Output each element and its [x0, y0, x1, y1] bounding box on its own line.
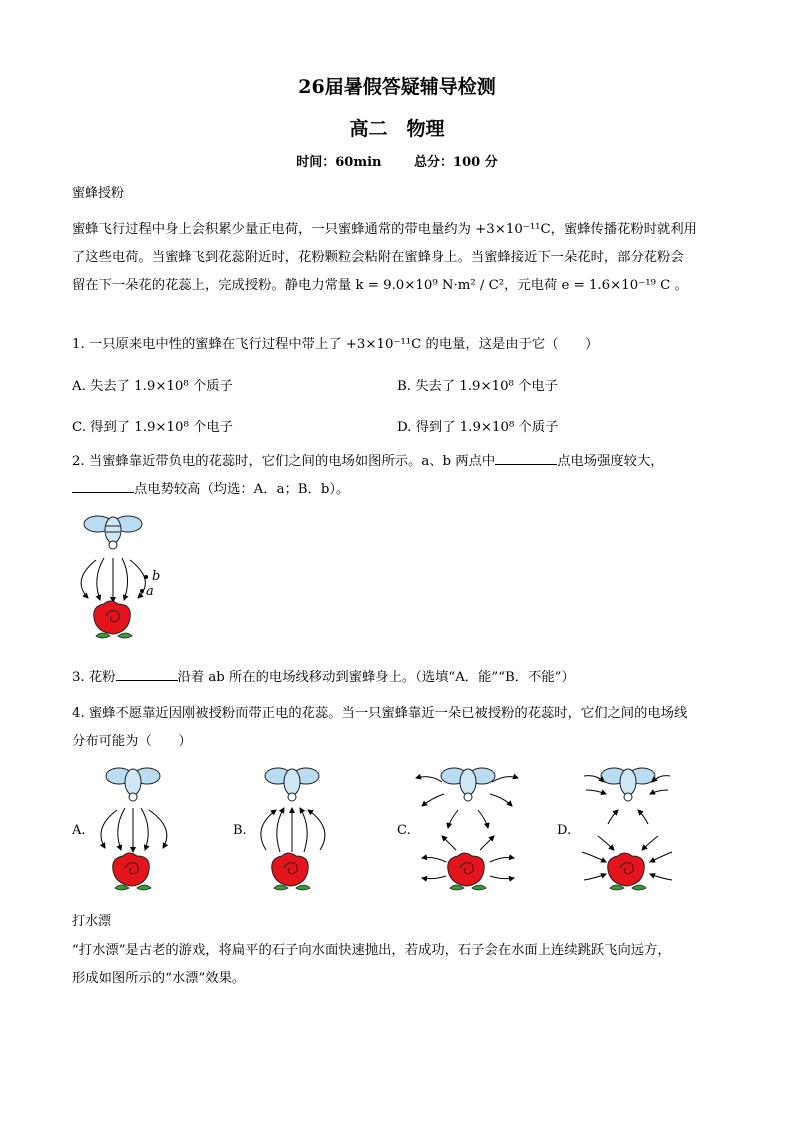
rose-icon — [272, 853, 310, 890]
question-1-stem: 1. 一只原来电中性的蜜蜂在飞行过程中带上了 +3×10⁻¹¹C 的电量，这是由于它（ ） — [72, 337, 599, 352]
bee-paragraph — [72, 216, 722, 300]
label-b: b — [152, 569, 161, 584]
skipping-paragraph — [72, 937, 722, 993]
q4-option-c-figure[interactable] — [412, 760, 522, 900]
q4-option-d-label[interactable]: D. — [557, 823, 572, 838]
q4-line: 分布可能为（ ） — [72, 734, 192, 749]
q4-option-b-figure[interactable] — [244, 760, 344, 900]
q2-text: 点电势较高（均选：A．a；B．b）。 — [134, 482, 350, 497]
bee-icon — [601, 768, 655, 801]
q4-option-b-label[interactable]: B. — [233, 823, 247, 838]
page-title: 26届暑假答疑辅导检测 — [298, 76, 496, 98]
point-b-marker — [144, 575, 148, 579]
q4-option-a-figure[interactable] — [85, 760, 185, 900]
question-4-stem — [72, 700, 722, 756]
rose-icon — [448, 853, 486, 890]
paragraph-line: 留在下一朵花的花蕊上，完成授粉。静电力常量 k = 9.0×10⁹ N·m² / C²，元电荷 e = 1.6×10⁻¹⁹ C 。 — [72, 278, 688, 293]
time-limit: 时间：60min — [296, 155, 382, 170]
q1-option-a[interactable]: A. 失去了 1.9×10⁸ 个质子 — [72, 379, 233, 394]
label-a: a — [146, 584, 154, 599]
subject-title: 高二 物理 — [349, 118, 445, 140]
bee-flower-field-figure — [66, 510, 176, 650]
rose-icon — [608, 853, 646, 890]
bee-icon — [84, 516, 142, 549]
bee-icon — [106, 768, 160, 801]
bee-icon — [265, 768, 319, 801]
q3-text: 3. 花粉 — [72, 670, 116, 685]
paragraph-line: “打水漂”是古老的游戏，将扁平的石子向水面快速抛出，若成功，石子会在水面上连续跳跃飞向远方， — [72, 943, 671, 958]
q3-blank[interactable] — [116, 666, 178, 681]
q4-option-a-label[interactable]: A. — [72, 823, 86, 838]
paragraph-line: 蜜蜂飞行过程中身上会积累少量正电荷，一只蜜蜂通常的带电量约为 +3×10⁻¹¹C，蜜蜂传播花粉时就利用 — [72, 222, 697, 237]
point-a-marker — [140, 589, 144, 593]
rose-icon — [94, 601, 132, 638]
q1-option-d[interactable]: D. 得到了 1.9×10⁸ 个质子 — [397, 420, 559, 435]
q4-option-d-figure[interactable] — [572, 760, 682, 900]
section-heading-bee: 蜜蜂授粉 — [72, 186, 125, 201]
field-lines — [81, 558, 145, 602]
q2-text: 点电场强度较大， — [557, 454, 664, 469]
q1-option-b[interactable]: B. 失去了 1.9×10⁸ 个电子 — [397, 379, 558, 394]
field-lines — [101, 808, 167, 852]
section-heading-skipping: 打水漂 — [72, 914, 112, 929]
field-lines — [261, 808, 325, 852]
total-score: 总分：100 分 — [414, 155, 498, 170]
q1-option-c[interactable]: C. 得到了 1.9×10⁸ 个电子 — [72, 420, 233, 435]
rose-icon — [113, 853, 151, 890]
q4-option-c-label[interactable]: C. — [397, 823, 411, 838]
question-3-stem — [72, 664, 722, 692]
q3-text: 沿着 ab 所在的电场线移动到蜜蜂身上。（选填“A．能”“B．不能”） — [177, 670, 575, 685]
q4-line: 4. 蜜蜂不愿靠近因刚被授粉而带正电的花蕊。当一只蜜蜂靠近一朵已被授粉的花蕊时，它们之间的电场线 — [72, 706, 688, 721]
q2-blank-2[interactable] — [72, 478, 134, 493]
paragraph-line: 了这些电荷。当蜜蜂飞到花蕊附近时，花粉颗粒会粘附在蜜蜂身上。当蜜蜂接近下一朵花时，部分花粉会 — [72, 250, 684, 265]
exam-info — [0, 151, 794, 170]
bee-icon — [441, 768, 495, 801]
paragraph-line: 形成如图所示的“水漂”效果。 — [72, 971, 246, 986]
q2-text: 2. 当蜜蜂靠近带负电的花蕊时，它们之间的电场如图所示。a、b 两点中 — [72, 454, 496, 469]
question-2-stem — [72, 448, 722, 504]
q2-blank-1[interactable] — [495, 450, 557, 465]
